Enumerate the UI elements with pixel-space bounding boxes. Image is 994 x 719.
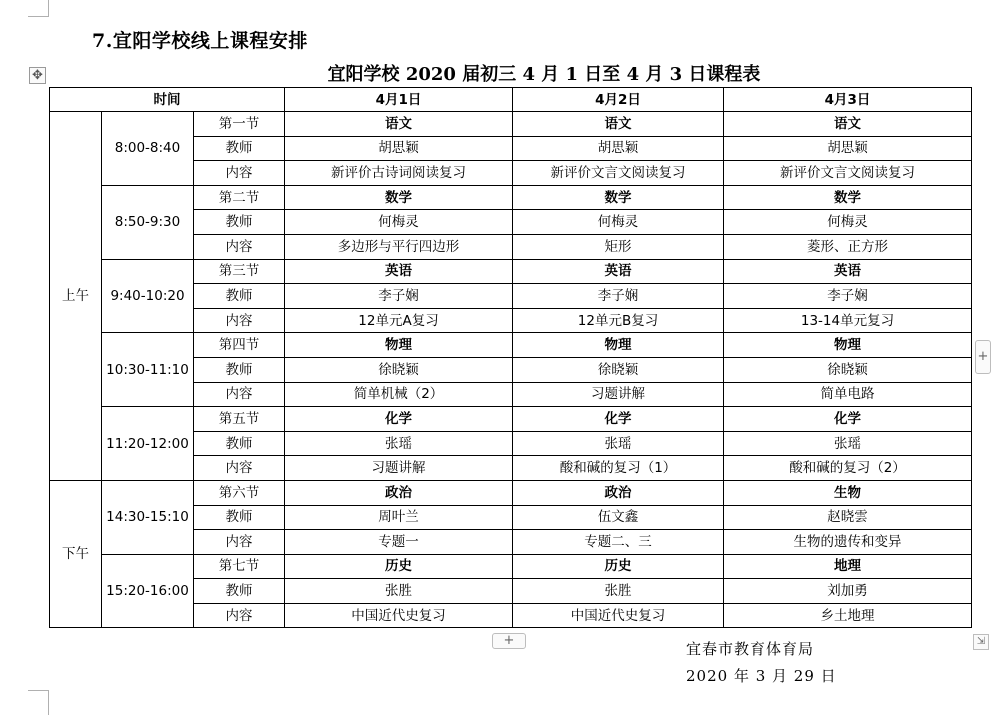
table-header-row — [50, 88, 972, 112]
content-label: 内容 — [194, 530, 285, 555]
subject-cell: 语文 — [724, 112, 972, 137]
subject-cell: 数学 — [285, 185, 513, 210]
header-day-1: 4月1日 — [285, 88, 513, 112]
period-time: 15:20-16:00 — [102, 554, 194, 628]
section-heading: 7.宜阳学校线上课程安排 — [92, 30, 308, 52]
period-time: 10:30-11:10 — [102, 333, 194, 407]
content-cell: 简单机械（2） — [285, 382, 513, 407]
header-day-2: 4月2日 — [513, 88, 724, 112]
teacher-cell: 徐晓颖 — [285, 357, 513, 382]
period-label: 第四节 — [194, 333, 285, 358]
content-label: 内容 — [194, 603, 285, 628]
footer-organization: 宜春市教育体育局 — [686, 640, 815, 658]
subject-cell: 数学 — [513, 185, 724, 210]
subject-row — [50, 480, 972, 505]
teacher-cell: 何梅灵 — [285, 210, 513, 235]
content-cell: 中国近代史复习 — [285, 603, 513, 628]
subject-cell: 政治 — [513, 480, 724, 505]
teacher-cell: 李子娴 — [513, 284, 724, 309]
subject-cell: 物理 — [285, 333, 513, 358]
period-label: 第五节 — [194, 407, 285, 432]
header-time: 时间 — [50, 88, 285, 112]
subject-cell: 英语 — [724, 259, 972, 284]
teacher-cell: 李子娴 — [285, 284, 513, 309]
subject-cell: 物理 — [513, 333, 724, 358]
content-label: 内容 — [194, 234, 285, 259]
content-cell: 13-14单元复习 — [724, 308, 972, 333]
subject-row — [50, 259, 972, 284]
teacher-cell: 刘加勇 — [724, 579, 972, 604]
period-time: 14:30-15:10 — [102, 480, 194, 554]
subject-cell: 政治 — [285, 480, 513, 505]
content-label: 内容 — [194, 161, 285, 186]
table-move-handle-icon[interactable]: ✥ — [29, 67, 46, 84]
content-label: 内容 — [194, 456, 285, 481]
teacher-cell: 何梅灵 — [513, 210, 724, 235]
subject-row — [50, 112, 972, 137]
teacher-cell: 张胜 — [285, 579, 513, 604]
session-label: 下午 — [50, 480, 102, 628]
subject-cell: 数学 — [724, 185, 972, 210]
content-label: 内容 — [194, 308, 285, 333]
period-label: 第七节 — [194, 554, 285, 579]
teacher-label: 教师 — [194, 284, 285, 309]
subject-cell: 历史 — [513, 554, 724, 579]
content-cell: 习题讲解 — [285, 456, 513, 481]
content-cell: 12单元B复习 — [513, 308, 724, 333]
teacher-label: 教师 — [194, 210, 285, 235]
teacher-cell: 伍文鑫 — [513, 505, 724, 530]
content-cell: 中国近代史复习 — [513, 603, 724, 628]
teacher-cell: 周叶兰 — [285, 505, 513, 530]
teacher-label: 教师 — [194, 505, 285, 530]
page-corner-bottom-left — [28, 690, 49, 715]
period-label: 第二节 — [194, 185, 285, 210]
teacher-cell: 张瑶 — [513, 431, 724, 456]
schedule-table — [49, 87, 972, 628]
subject-cell: 语文 — [513, 112, 724, 137]
teacher-cell: 李子娴 — [724, 284, 972, 309]
subject-cell: 化学 — [285, 407, 513, 432]
teacher-cell: 徐晓颖 — [724, 357, 972, 382]
content-cell: 专题二、三 — [513, 530, 724, 555]
teacher-cell: 张瑶 — [285, 431, 513, 456]
period-label: 第六节 — [194, 480, 285, 505]
period-time: 11:20-12:00 — [102, 407, 194, 481]
teacher-label: 教师 — [194, 357, 285, 382]
subject-cell: 英语 — [513, 259, 724, 284]
subject-row — [50, 554, 972, 579]
subject-cell: 历史 — [285, 554, 513, 579]
content-cell: 矩形 — [513, 234, 724, 259]
content-cell: 多边形与平行四边形 — [285, 234, 513, 259]
content-cell: 乡土地理 — [724, 603, 972, 628]
table-resize-icon[interactable]: ⇲ — [973, 634, 989, 650]
teacher-cell: 徐晓颖 — [513, 357, 724, 382]
subject-cell: 化学 — [724, 407, 972, 432]
teacher-label: 教师 — [194, 579, 285, 604]
subject-cell: 语文 — [285, 112, 513, 137]
subject-row — [50, 407, 972, 432]
teacher-cell: 张胜 — [513, 579, 724, 604]
subject-cell: 地理 — [724, 554, 972, 579]
period-time: 9:40-10:20 — [102, 259, 194, 333]
add-row-plus-icon[interactable]: + — [492, 633, 526, 649]
content-cell: 简单电路 — [724, 382, 972, 407]
teacher-cell: 胡思颖 — [513, 136, 724, 161]
teacher-cell: 胡思颖 — [724, 136, 972, 161]
add-column-plus-icon[interactable]: + — [975, 340, 991, 374]
content-cell: 新评价文言文阅读复习 — [724, 161, 972, 186]
subject-cell: 生物 — [724, 480, 972, 505]
session-label: 上午 — [50, 112, 102, 481]
content-cell: 菱形、正方形 — [724, 234, 972, 259]
teacher-label: 教师 — [194, 136, 285, 161]
content-cell: 习题讲解 — [513, 382, 724, 407]
subject-cell: 化学 — [513, 407, 724, 432]
period-label: 第三节 — [194, 259, 285, 284]
teacher-cell: 胡思颖 — [285, 136, 513, 161]
content-cell: 酸和碱的复习（2） — [724, 456, 972, 481]
footer-date: 2020 年 3 月 29 日 — [686, 667, 837, 685]
content-cell: 生物的遗传和变异 — [724, 530, 972, 555]
content-cell: 专题一 — [285, 530, 513, 555]
page-corner-top-left — [28, 0, 49, 17]
content-label: 内容 — [194, 382, 285, 407]
content-cell: 酸和碱的复习（1） — [513, 456, 724, 481]
period-time: 8:50-9:30 — [102, 185, 194, 259]
subject-cell: 英语 — [285, 259, 513, 284]
teacher-cell: 赵晓雲 — [724, 505, 972, 530]
table-title: 宜阳学校 2020 届初三 4 月 1 日至 4 月 3 日课程表 — [327, 64, 761, 85]
subject-row — [50, 333, 972, 358]
teacher-label: 教师 — [194, 431, 285, 456]
period-time: 8:00-8:40 — [102, 112, 194, 186]
teacher-cell: 张瑶 — [724, 431, 972, 456]
content-cell: 12单元A复习 — [285, 308, 513, 333]
content-cell: 新评价文言文阅读复习 — [513, 161, 724, 186]
header-day-3: 4月3日 — [724, 88, 972, 112]
subject-cell: 物理 — [724, 333, 972, 358]
teacher-cell: 何梅灵 — [724, 210, 972, 235]
content-cell: 新评价古诗词阅读复习 — [285, 161, 513, 186]
period-label: 第一节 — [194, 112, 285, 137]
subject-row — [50, 185, 972, 210]
